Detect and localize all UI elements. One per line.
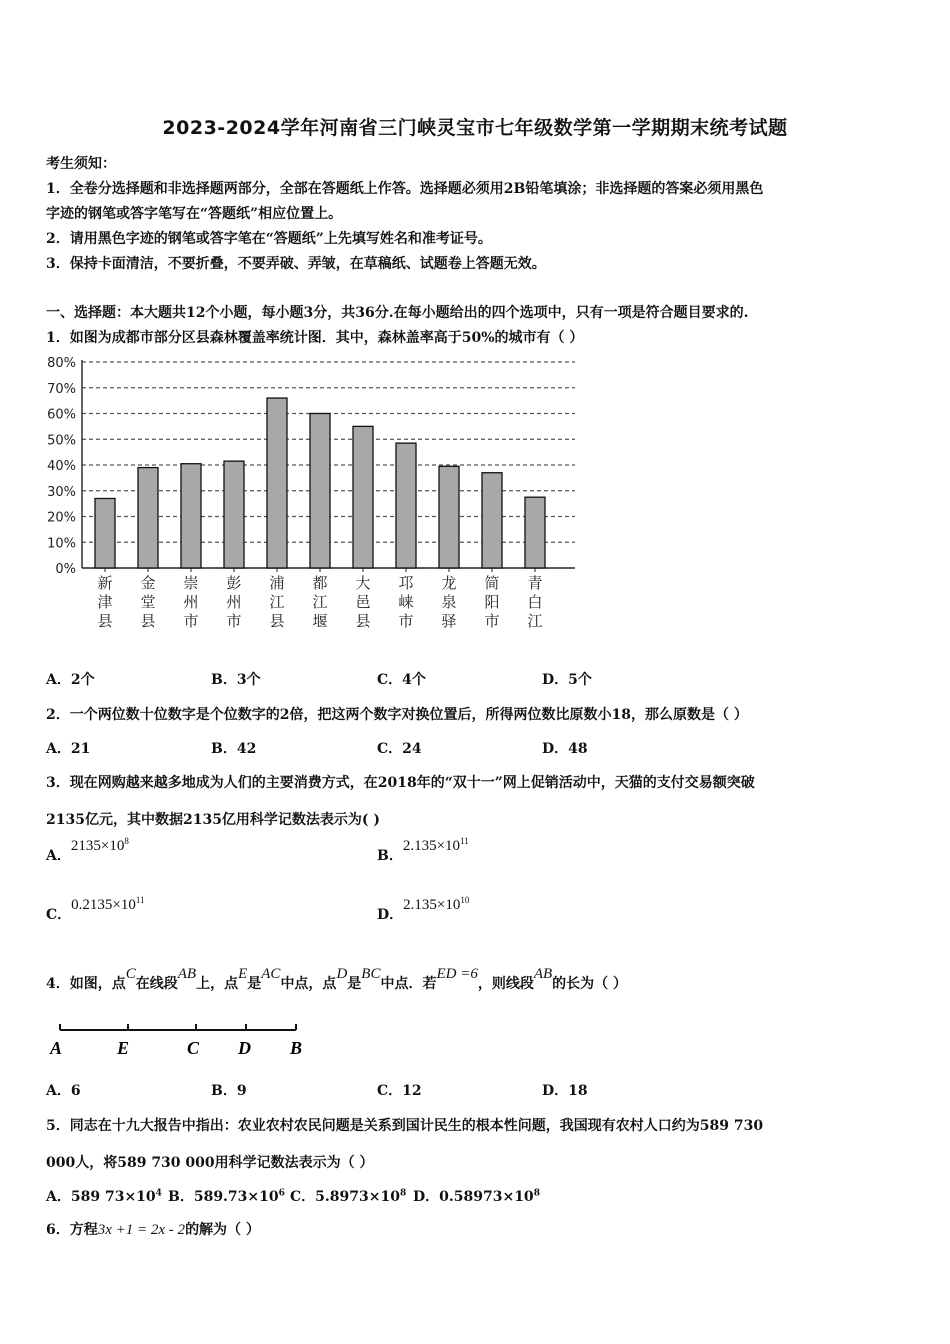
question-6-text: 6．方程3x +1 = 2x - 2的解为（ ） — [46, 1222, 260, 1238]
q3-d-base: 2.135×10 — [403, 897, 461, 913]
question-3-line-1: 3．现在网购越来越多地成为人们的主要消费方式，在2018年的“双十一”网上促销活动中，天猫的支付交易额突破 — [46, 775, 755, 791]
question-2-text: 2．一个两位数十位数字是个位数字的2倍，把这两个数字对换位置后，所得两位数比原数小18，那么原数是（ ） — [46, 707, 748, 723]
q5-option-c[interactable]: C．$5.8973\times 10^8$ — [290, 1188, 407, 1205]
y-tick-label: 30% — [47, 484, 76, 500]
q1-option-b[interactable]: B．3个 — [211, 672, 261, 688]
x-tick-label: 州 — [183, 593, 199, 611]
q3-c-exp: 11 — [135, 895, 145, 905]
q1-option-a[interactable]: A．2个 — [46, 672, 95, 688]
x-tick-label: 白 — [527, 593, 543, 611]
q2-option-a[interactable]: A．21 — [46, 741, 91, 757]
y-tick-label: 80% — [47, 356, 76, 371]
x-tick-label: 县 — [269, 612, 285, 630]
q3-a-exp: 8 — [124, 836, 129, 846]
y-tick-label: 50% — [47, 433, 76, 449]
bar — [310, 414, 330, 569]
x-tick-label: 金 — [140, 574, 156, 592]
question-4-text: 4．如图，点C在线段AB上，点E是AC中点，点D是BC中点．若ED =6，则线段AB的长为（ ） — [46, 966, 628, 992]
point-label-e: E — [117, 1038, 130, 1058]
x-tick-label: 县 — [355, 612, 371, 630]
bar — [181, 464, 201, 568]
x-tick-label: 江 — [312, 593, 328, 611]
q3-option-c[interactable]: C．$0.2135\times 10^{11}$ — [46, 895, 145, 923]
question-3-line-2: 2135亿元，其中数据2135亿用科学记数法表示为( ) — [46, 812, 381, 828]
q1-option-c[interactable]: C．4个 — [377, 672, 426, 688]
y-tick-label: 10% — [47, 536, 76, 552]
x-tick-label: 大 — [355, 574, 371, 592]
q6-equation: 3x +1 = 2x - 2 — [97, 1222, 186, 1238]
point-label-a: A — [50, 1038, 63, 1058]
x-tick-label: 崇 — [183, 574, 199, 592]
x-tick-label: 泉 — [441, 593, 457, 611]
question-1-text: 1．如图为成都市部分区县森林覆盖率统计图．其中，森林盖率高于50%的城市有（ ） — [46, 330, 584, 346]
x-tick-label: 堂 — [140, 593, 156, 611]
x-tick-label: 堰 — [312, 612, 328, 630]
y-tick-label: 20% — [47, 510, 76, 526]
q5-option-a[interactable]: A．589 $73\times 10^4$ — [46, 1188, 162, 1205]
x-tick-label: 州 — [226, 593, 242, 611]
x-tick-label: 市 — [484, 612, 500, 630]
y-tick-label: 40% — [47, 459, 76, 474]
q3-option-a[interactable]: A．$2135\times 10^8$ — [46, 836, 129, 864]
point-label-c: C — [187, 1038, 200, 1058]
q4-option-d[interactable]: D．18 — [542, 1083, 588, 1099]
x-tick-label: 县 — [97, 612, 113, 630]
bar — [267, 398, 287, 568]
bar — [439, 466, 459, 568]
bar — [138, 468, 158, 568]
q2-option-d[interactable]: D．48 — [542, 741, 588, 757]
x-tick-label: 江 — [527, 612, 543, 630]
x-tick-label: 县 — [140, 612, 156, 630]
x-tick-label: 邑 — [355, 593, 371, 611]
x-tick-label: 市 — [398, 612, 414, 630]
q3-d-exp: 10 — [460, 895, 470, 905]
x-tick-label: 彭 — [226, 574, 242, 592]
q3-c-base: 0.2135×10 — [71, 897, 136, 913]
y-tick-label: 60% — [47, 407, 76, 423]
point-label-d: D — [238, 1038, 251, 1058]
x-tick-label: 阳 — [484, 593, 500, 611]
x-tick-label: 崃 — [398, 593, 414, 611]
x-tick-label: 驿 — [441, 612, 457, 630]
q4-option-a[interactable]: A．6 — [46, 1083, 81, 1099]
exam-title: 2023-2024学年河南省三门峡灵宝市七年级数学第一学期期末统考试题 — [162, 117, 788, 139]
bar — [482, 473, 502, 568]
x-tick-label: 市 — [226, 612, 242, 630]
q3-option-d[interactable]: D．$2.135\times 10^{10}$ — [377, 895, 470, 923]
x-tick-label: 邛 — [398, 574, 414, 592]
q3-a-base: 2135×10 — [70, 838, 125, 854]
q2-option-c[interactable]: C．24 — [377, 741, 422, 757]
x-tick-label: 新 — [97, 574, 113, 592]
q3-b-exp: 11 — [460, 836, 469, 846]
notice-item-1: 1．全卷分选择题和非选择题两部分，全部在答题纸上作答。选择题必须用2B铅笔填涂；非选择题的答案必须用黑色 — [46, 181, 764, 197]
y-tick-label: 70% — [47, 381, 76, 397]
question-5-line-2: 000人，将589 730 000用科学记数法表示为（ ） — [46, 1155, 374, 1171]
notice-heading: 考生须知： — [46, 156, 116, 172]
q4-option-c[interactable]: C．12 — [377, 1083, 422, 1099]
point-label-b: B — [290, 1038, 303, 1058]
section-heading: 一、选择题：本大题共12个小题，每小题3分，共36分.在每小题给出的四个选项中，只有一项是符合题目要求的. — [46, 305, 749, 321]
bar — [353, 426, 373, 568]
bar — [525, 497, 545, 568]
notice-item-3: 3．保持卡面清洁，不要折叠，不要弄破、弄皱，在草稿纸、试题卷上答题无效。 — [46, 256, 546, 272]
q3-b-base: 2.135×10 — [402, 838, 461, 854]
q1-option-d[interactable]: D．5个 — [542, 672, 592, 688]
q5-option-d[interactable]: D．$0.58973\times 10^8$ — [413, 1188, 540, 1205]
forest-coverage-bar-chart — [40, 352, 585, 642]
notice-item-1-cont: 字迹的钢笔或答字笔写在“答题纸”相应位置上。 — [46, 206, 343, 222]
notice-item-2: 2．请用黑色字迹的钢笔或答字笔在“答题纸”上先填写姓名和准考证号。 — [46, 231, 492, 247]
q2-option-b[interactable]: B．42 — [211, 741, 257, 757]
bar — [95, 498, 115, 568]
q5-option-b[interactable]: B．$589.73\times 10^6$ — [168, 1188, 285, 1205]
bar — [224, 461, 244, 568]
x-tick-label: 都 — [312, 574, 328, 592]
x-tick-label: 浦 — [269, 574, 285, 592]
bar — [396, 443, 416, 568]
x-tick-label: 青 — [527, 574, 543, 592]
x-tick-label: 江 — [269, 593, 285, 611]
segment-figure — [46, 1018, 326, 1064]
q4-option-b[interactable]: B．9 — [211, 1083, 247, 1099]
x-tick-label: 简 — [484, 574, 500, 592]
x-tick-label: 市 — [183, 612, 199, 630]
x-tick-label: 津 — [97, 593, 113, 611]
x-tick-label: 龙 — [441, 574, 457, 592]
question-5-line-1: 5．同志在十九大报告中指出：农业农村农民问题是关系到国计民生的根本性问题，我国现有农村人口约为589 730 — [46, 1118, 764, 1134]
y-tick-label: 0% — [55, 562, 76, 577]
q3-option-b[interactable]: B．$2.135\times 10^{11}$ — [377, 836, 469, 864]
